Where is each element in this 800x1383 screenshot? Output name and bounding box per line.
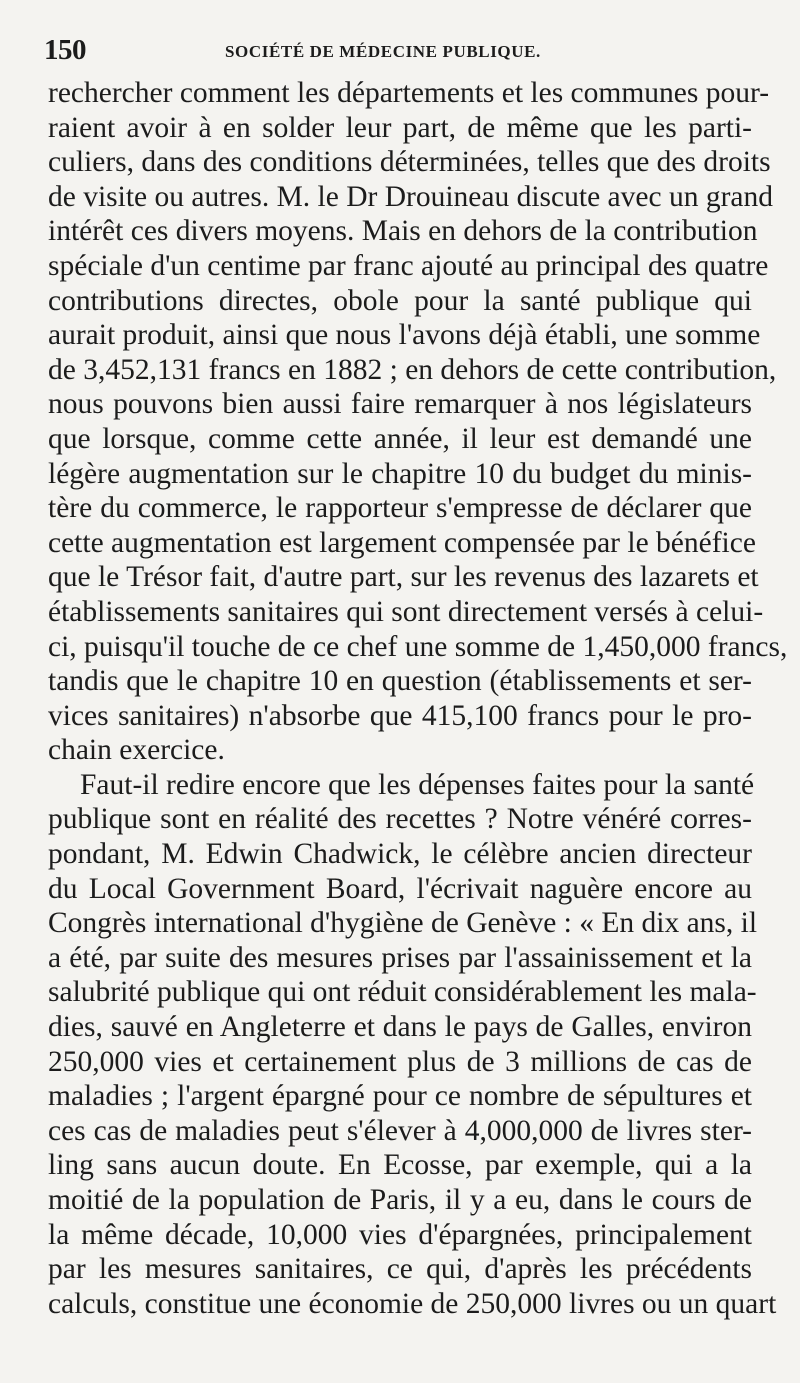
text-line: établissements sanitaires qui sont directement versés à celui- <box>48 595 764 628</box>
text-line: a été, par suite des mesures prises par l'assainissement et la <box>48 941 752 974</box>
text-line: ci, puisqu'il touche de ce chef une somme de 1,450,000 francs, <box>48 630 788 663</box>
text-line: salubrité publique qui ont réduit considérablement les mala- <box>48 976 757 1009</box>
page-number: 150 <box>44 34 86 66</box>
text-line: du Local Government Board, l'écrivait naguère encore au <box>48 872 752 905</box>
text-line: nous pouvons bien aussi faire remarquer à nos législateurs <box>48 388 752 421</box>
text-line: moitié de la population de Paris, il y a eu, dans le cours de <box>48 1184 752 1216</box>
text-line: la même décade, 10,000 vies d'épargnées, principalement <box>48 1218 752 1251</box>
paragraph-1 <box>48 76 788 768</box>
text-line: culiers, dans des conditions déterminées, telles que des droits <box>48 146 771 179</box>
text-line: dies, sauvé en Angleterre et dans le pays de Galles, environ <box>48 1011 752 1044</box>
text-line: de visite ou autres. M. le Dr Drouineau discute avec un grand <box>48 180 773 213</box>
text-line: légère augmentation sur le chapitre 10 du budget du minis- <box>48 457 752 490</box>
text-line: vices sanitaires) n'absorbe que 415,100 francs pour le pro- <box>48 699 752 732</box>
text-line: publique sont en réalité des recettes ? Notre vénéré corres- <box>48 803 752 836</box>
text-line: spéciale d'un centime par franc ajouté au principal des quatre <box>48 249 769 282</box>
text-line: que lorsque, comme cette année, il leur est demandé une <box>48 422 752 455</box>
text-line: par les mesures sanitaires, ce qui, d'après les précédents <box>48 1253 752 1286</box>
page-header <box>44 34 754 74</box>
text-line: que le Trésor fait, d'autre part, sur les revenus des lazarets et <box>48 561 759 594</box>
text-line: intérêt ces divers moyens. Mais en dehors de la contribution <box>48 215 758 248</box>
text-line: ling sans aucun doute. En Ecosse, par exemple, qui a la <box>48 1149 752 1182</box>
text-line: calculs, constitue une économie de 250,000 livres ou un quart <box>48 1287 777 1320</box>
text-line: maladies ; l'argent épargné pour ce nombre de sépultures et <box>48 1080 752 1113</box>
text-line: Faut-il redire encore que les dépenses faites pour la santé <box>80 768 755 801</box>
text-line: pondant, M. Edwin Chadwick, le célèbre ancien directeur <box>48 838 752 871</box>
text-line: ces cas de maladies peut s'élever à 4,000,000 de livres ster- <box>48 1114 752 1147</box>
text-line: de 3,452,131 francs en 1882 ; en dehors de cette contribution, <box>48 353 777 386</box>
text-line: chain exercice. <box>48 734 225 767</box>
text-line: aurait produit, ainsi que nous l'avons déjà établi, une somme <box>48 319 761 352</box>
paragraph-2 <box>48 768 777 1322</box>
text-line: Congrès international d'hygiène de Genève : « En dix ans, il <box>48 907 758 940</box>
text-line: contributions directes, obole pour la santé publique qui <box>48 284 752 317</box>
running-head: SOCIÉTÉ DE MÉDECINE PUBLIQUE. <box>225 42 541 61</box>
text-line: tère du commerce, le rapporteur s'empresse de déclarer que <box>48 492 752 525</box>
text-line: 250,000 vies et certainement plus de 3 millions de cas de <box>48 1045 752 1078</box>
text-line: cette augmentation est largement compensée par le bénéfice <box>48 526 756 559</box>
text-line: raient avoir à en solder leur part, de même que les parti- <box>48 111 752 144</box>
body-text <box>48 76 788 1321</box>
text-line: rechercher comment les départements et les communes pour- <box>48 77 770 109</box>
text-line: tandis que le chapitre 10 en question (établissements et ser- <box>48 665 752 698</box>
